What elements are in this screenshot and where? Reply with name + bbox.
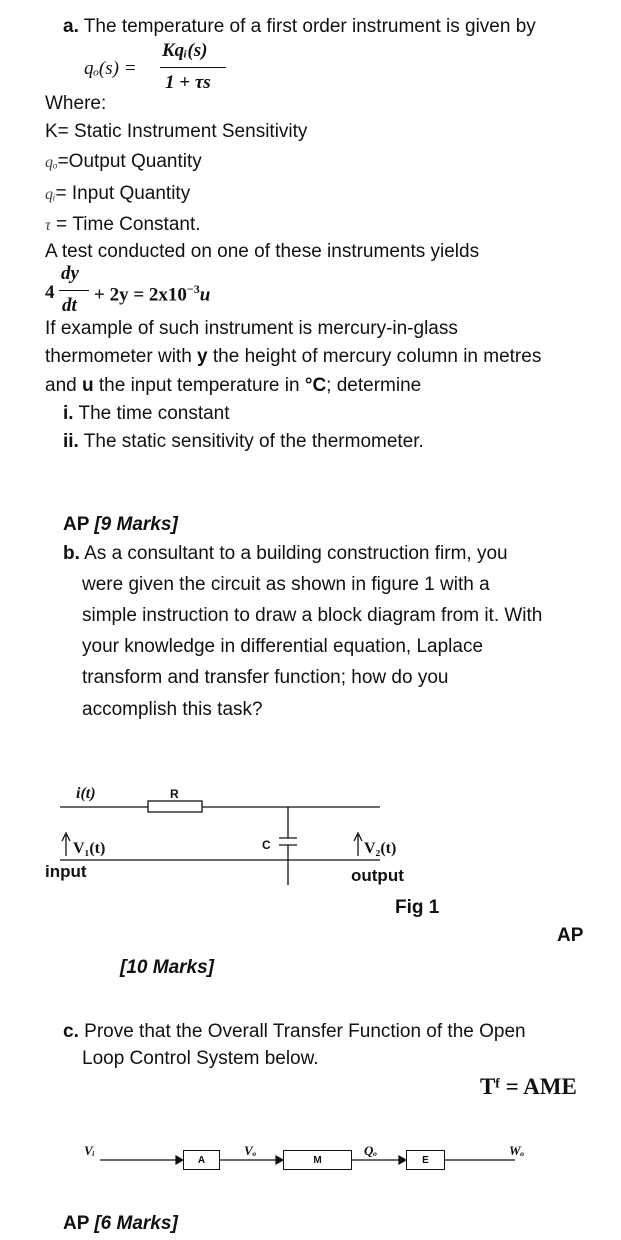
part-b-line-3: simple instruction to draw a block diagram from it. With	[82, 605, 543, 626]
arrowhead-a	[176, 1156, 183, 1164]
para-line-3: and u the input temperature in °C; determine	[45, 375, 422, 396]
qo-label: Qₒ	[364, 1143, 378, 1158]
part-a-marks: AP [9 Marks]	[63, 514, 178, 535]
tau-symbol: τ	[45, 217, 51, 234]
block-m: M	[283, 1150, 352, 1170]
eq-coef: 4	[45, 282, 55, 303]
part-b-marks: [10 Marks]	[120, 957, 214, 978]
qo-symbol: qₒ	[45, 154, 58, 171]
part-c-line-2: Loop Control System below.	[82, 1048, 319, 1069]
eq-den: dt	[62, 295, 77, 316]
qi-symbol: qᵢ	[45, 186, 56, 203]
eq-num: dy	[61, 263, 79, 284]
sub-item-i: i. The time constant	[63, 403, 230, 424]
eq-rest: + $2y = 2x10^{-3}u$	[94, 282, 211, 306]
part-a-intro-text: The temperature of a first order instrument is given by	[83, 16, 536, 37]
input-label: input	[45, 862, 87, 881]
formula-numerator: Kqᵢ(s)	[162, 40, 208, 61]
part-b-ap: AP	[557, 925, 584, 946]
definition-qi: qᵢ= Input Quantity	[45, 183, 191, 204]
eq-fraction-bar	[59, 290, 89, 291]
vo-label: Vₒ	[244, 1143, 257, 1158]
formula-denominator: 1 + τs	[165, 72, 211, 93]
definition-tau: τ = Time Constant.	[45, 214, 201, 235]
part-b-label: b.	[63, 543, 80, 564]
part-b-line-2: were given the circuit as shown in figure 1 with a	[82, 574, 490, 595]
v1-label: V₁(t)	[73, 840, 106, 857]
part-b-line-5: transform and transfer function; how do you	[82, 667, 449, 688]
vi-label: Vᵢ	[84, 1143, 95, 1158]
formula-lhs: qₒ(s) =	[84, 58, 137, 79]
resistor	[148, 801, 202, 812]
v2-label: V₂(t)	[364, 840, 397, 857]
para-line-2: thermometer with y the height of mercury column in metres	[45, 346, 542, 367]
part-b-line-4: your knowledge in differential equation, Laplace	[82, 636, 484, 657]
capacitor-label: C	[262, 838, 271, 852]
overall-tf-formula: Tᶠ = AME	[480, 1074, 577, 1099]
test-line: A test conducted on one of these instruments yields	[45, 241, 480, 262]
part-b-line-1: b. As a consultant to a building construction firm, you	[63, 543, 508, 564]
fig-label: Fig 1	[395, 897, 440, 918]
output-label: output	[351, 866, 404, 885]
where-label: Where:	[45, 93, 107, 114]
part-a-intro	[63, 16, 536, 38]
part-c-label: c.	[63, 1021, 79, 1042]
para-line-1: If example of such instrument is mercury-in-glass	[45, 318, 458, 339]
resistor-label: R	[170, 787, 179, 801]
formula-fraction-bar	[160, 67, 226, 68]
definition-qo: qₒ=Output Quantity	[45, 151, 202, 172]
part-c-marks: AP [6 Marks]	[63, 1213, 178, 1234]
definition-k: K= Static Instrument Sensitivity	[45, 121, 308, 142]
part-c-line-1: c. Prove that the Overall Transfer Function of the Open	[63, 1021, 526, 1042]
block-e: E	[406, 1150, 445, 1170]
arrowhead-e	[399, 1156, 406, 1164]
arrowhead-m	[276, 1156, 283, 1164]
current-label: i(t)	[76, 785, 96, 802]
part-a-label: a.	[63, 16, 79, 37]
sub-item-ii: ii. The static sensitivity of the thermometer.	[63, 431, 424, 452]
part-b-line-6: accomplish this task?	[82, 699, 263, 720]
wo-label: Wₒ	[509, 1143, 525, 1158]
block-a: A	[183, 1150, 220, 1170]
